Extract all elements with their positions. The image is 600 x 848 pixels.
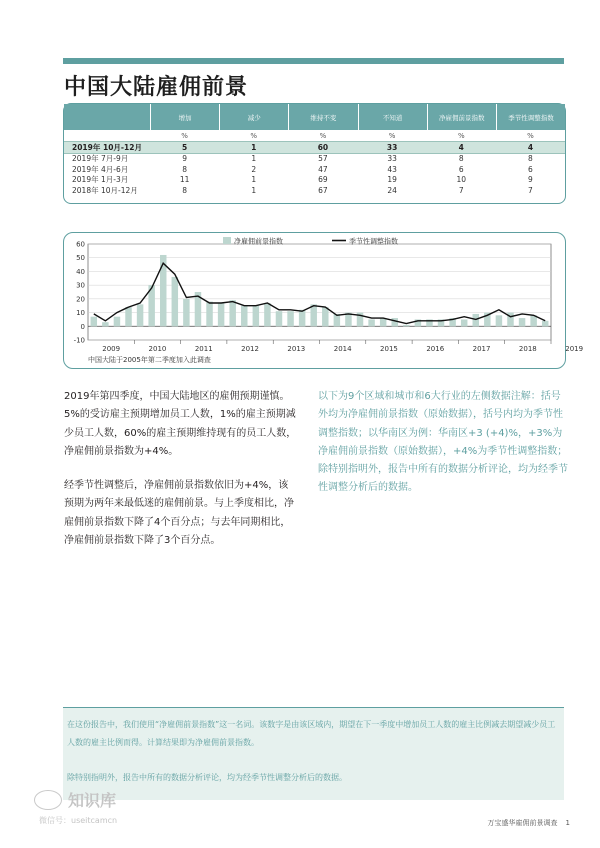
y-tick-label: 20 [76, 295, 85, 304]
x-tick-label: 2015 [380, 345, 398, 353]
bar [114, 317, 120, 327]
table-header-cell: 净雇佣前景指数 [427, 104, 496, 130]
paragraph: 2019年第四季度，中国大陆地区的雇佣预期谨慎。5%的受访雇主预期增加员工人数，1%的雇主预期减少员工人数，60%的雇主预期维持现有的员工人数，净雇佣前景指数为+4%。 [64, 391, 297, 457]
bar [287, 311, 293, 326]
bar [519, 318, 525, 326]
table-cell: % [457, 131, 465, 140]
table-cell: 19 [387, 175, 397, 185]
x-tick-label: 2011 [194, 345, 213, 353]
legend-bar-swatch [223, 237, 231, 244]
chart-footnote: 中国大陆于2005年第二季度加入此调查 [88, 356, 211, 364]
outlook-table [63, 103, 566, 204]
table-cell: 4 [527, 142, 534, 152]
table-header-cell [64, 104, 150, 130]
x-tick-label: 2013 [287, 345, 306, 353]
x-tick-label: 2009 [102, 345, 121, 353]
table-row [64, 164, 565, 175]
table-cell: % [181, 131, 188, 140]
x-tick-label: 2012 [241, 345, 259, 353]
right-column [318, 388, 568, 498]
plot-frame [88, 244, 551, 340]
bar [542, 321, 548, 326]
table-cell: 4 [458, 142, 464, 152]
table-cell: 9 [182, 154, 187, 164]
bar [125, 307, 131, 326]
bar [218, 303, 224, 326]
watermark [34, 788, 116, 811]
note-paragraph: 除特别指明外，报告中所有的数据分析评论，均为经季节性调整分析后的数据。 [67, 773, 347, 782]
bar [391, 318, 397, 326]
table-cell: 1 [251, 185, 257, 195]
bar [299, 310, 305, 326]
table-header-cell: 增加 [150, 104, 219, 130]
table-cell: 1 [251, 142, 257, 152]
y-tick-label: 10 [76, 309, 85, 318]
y-tick-label: -10 [73, 336, 85, 345]
bar [183, 299, 189, 326]
annotation-paragraph: 以下为9个区域和城市和6大行业的左侧数据注解：括号外均为净雇佣前景指数（原始数据），括号内均为季节性调整指数；以华南区为例：华南区+3 (+4)%，+3%为净雇佣前景指数（原始数据），+4%为季节性调整指数；除特别指明外，报告中所有的数据分析评论，均为经季节性调整分析后的数据。 [318, 391, 568, 494]
watermark-name: 知识库 [68, 791, 117, 810]
y-tick-label: 40 [76, 267, 85, 276]
bar [473, 314, 479, 326]
note-paragraph: 在这份报告中，我们使用“净雇佣前景指数”这一名词。该数字是由该区域内，期望在下一季度中增加员工人数的雇主比例减去期望减少员工人数的雇主比例而得。计算结果即为净雇佣前景指数。 [67, 720, 556, 747]
bar [368, 319, 374, 326]
chart-svg [64, 233, 584, 368]
table-cell: 9 [528, 175, 533, 185]
table-cell: 8 [182, 185, 187, 195]
table-header-cell: 减少 [219, 104, 288, 130]
table-cell: 10 [456, 175, 467, 185]
bar [172, 277, 178, 326]
bar [276, 311, 282, 326]
x-tick-label: 2010 [148, 345, 167, 353]
table-cell: 8 [528, 154, 533, 164]
x-tick-label: 2016 [426, 345, 445, 353]
bar [496, 315, 502, 326]
x-tick-label: 2018 [518, 345, 537, 353]
bar [91, 317, 97, 327]
table-cell: 11 [179, 175, 190, 185]
bar [206, 302, 212, 327]
x-tick-label: 2017 [472, 345, 491, 353]
table-unit-row [64, 130, 565, 141]
bar [310, 304, 316, 326]
table-row-highlight [64, 141, 565, 154]
table-cell: 2019年 10月-12月 [72, 142, 142, 152]
bar [264, 303, 270, 326]
legend-bar-label: 净雇佣前景指数 [234, 237, 283, 246]
y-tick-label: 30 [76, 281, 85, 290]
bar [241, 306, 247, 327]
table-cell: 2018年 10月-12月 [72, 185, 138, 195]
table-header-cell: 季节性调整指数 [496, 104, 565, 130]
table-cell: % [388, 131, 396, 140]
table-cell: % [319, 131, 327, 140]
bar [322, 307, 328, 326]
y-tick-label: 50 [76, 254, 85, 263]
table-cell: 2019年 4月-6月 [72, 164, 129, 174]
table-cell: 8 [182, 164, 187, 174]
table-cell: 33 [387, 154, 397, 164]
outlook-chart [63, 232, 584, 369]
table-header-cell: 维持不变 [288, 104, 357, 130]
table-cell: 2019年 1月-3月 [72, 175, 129, 185]
table-row [64, 185, 565, 196]
table-cell: % [527, 131, 534, 140]
table-cell: 60 [317, 142, 329, 152]
bar [461, 319, 467, 326]
table-cell: 7 [528, 185, 533, 195]
table-cell: 6 [528, 164, 533, 174]
table-cell: 6 [458, 164, 464, 174]
bar [229, 300, 235, 326]
paragraph: 经季节性调整后，净雇佣前景指数依旧为+4%，该预期为两年来最低迷的雇佣前景。与上季度相比，净雇佣前景指数下降了4个百分点；与去年同期相比，净雇佣前景指数下降了3个百分点。 [64, 480, 294, 547]
table-cell: 43 [387, 164, 397, 174]
page-footer [488, 818, 570, 828]
y-tick-label: 0 [80, 322, 85, 331]
table-cell: 33 [386, 142, 398, 152]
footer-label: 万宝盛华雇佣前景调查 [487, 819, 558, 827]
bar [102, 322, 108, 326]
table-cell: 1 [251, 154, 257, 164]
table-header-row [64, 104, 565, 130]
table-row [64, 175, 565, 186]
table-cell: 5 [181, 142, 188, 152]
table-cell: 7 [458, 185, 464, 195]
table-cell: 67 [318, 185, 328, 195]
table-cell: 8 [458, 154, 464, 164]
x-tick-label: 2014 [333, 345, 352, 353]
table-cell: % [250, 131, 258, 140]
bar [137, 304, 143, 326]
bar [403, 325, 409, 326]
page-number: 1 [565, 819, 570, 827]
page-title: 中国大陆雇佣前景 [64, 75, 249, 100]
top-rule [63, 58, 564, 64]
table-cell: 24 [387, 185, 397, 195]
table-row [64, 154, 565, 165]
watermark-sub: 微信号：useitcamcn [39, 816, 118, 825]
wechat-icon [34, 790, 62, 810]
table-cell: 2 [251, 164, 257, 174]
definition-note [63, 707, 564, 800]
table-cell: 47 [318, 164, 328, 174]
x-tick-label: 2019 [565, 345, 584, 353]
table-cell: 69 [318, 175, 328, 185]
legend-line-label: 季节性调整指数 [349, 237, 398, 246]
table-header-cell: 不知道 [358, 104, 427, 130]
left-column [64, 388, 298, 566]
table-cell: 1 [251, 175, 257, 185]
bar [253, 306, 259, 327]
table-cell: 2019年 7月-9月 [72, 154, 129, 164]
y-tick-label: 60 [76, 240, 85, 249]
table-cell: 57 [318, 154, 328, 164]
